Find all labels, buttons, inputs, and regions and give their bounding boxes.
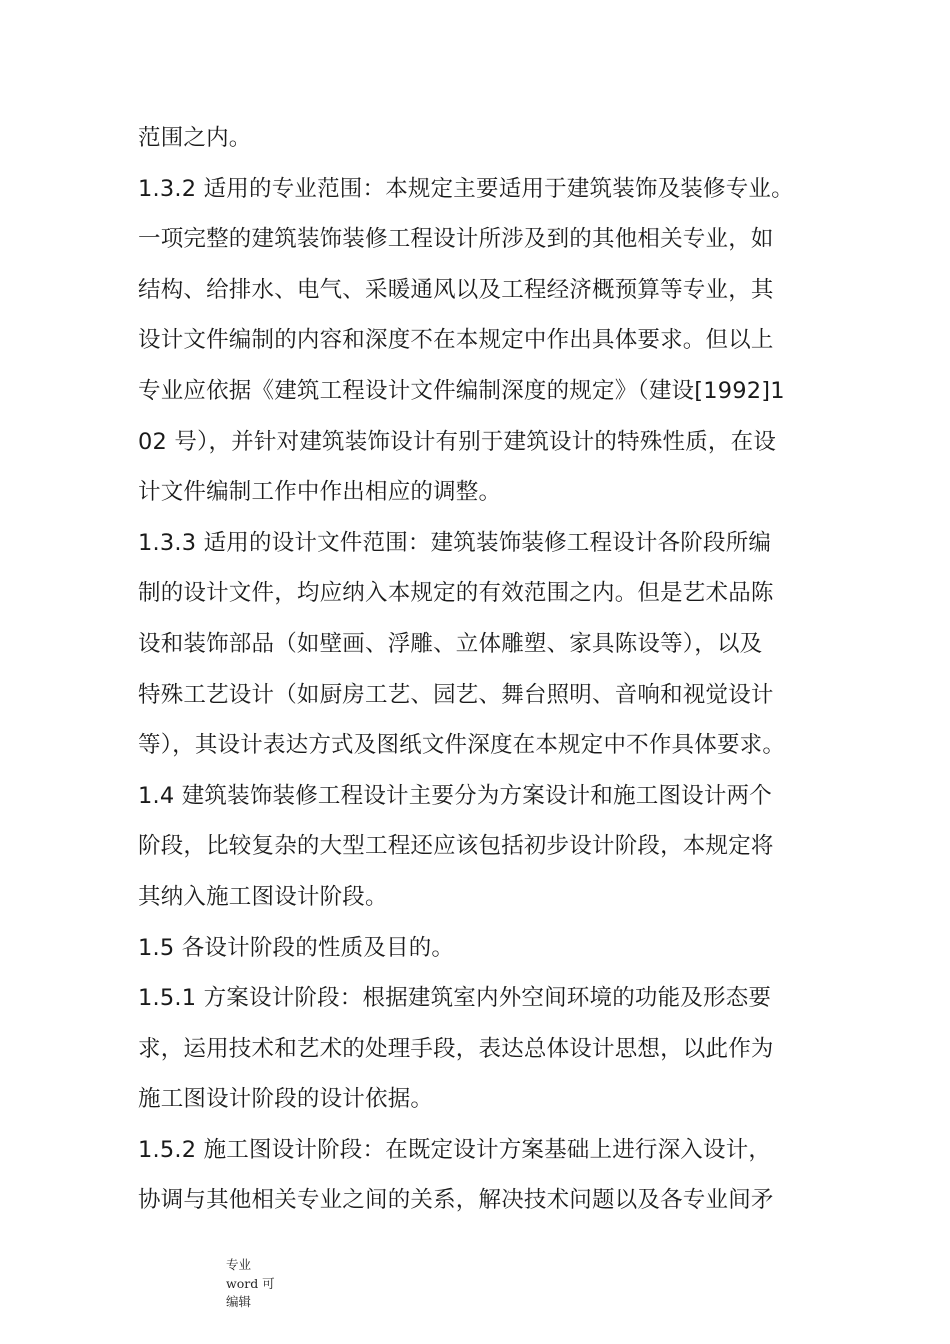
text-line: 其纳入施工图设计阶段。: [138, 883, 388, 910]
text-line: 1.5.1 方案设计阶段：根据建筑室内外空间环境的功能及形态要: [138, 985, 772, 1012]
text-line: 求，运用技术和艺术的处理手段，表达总体设计思想，以此作为: [138, 1035, 774, 1062]
text-line: 制的设计文件，均应纳入本规定的有效范围之内。但是艺术品陈: [138, 580, 774, 607]
text-line: 范围之内。: [138, 125, 252, 151]
footer-line: 编辑: [226, 1294, 252, 1309]
text-line: 1.4 建筑装饰装修工程设计主要分为方案设计和施工图设计两个: [138, 782, 772, 809]
text-line: 1.5.2 施工图设计阶段：在既定设计方案基础上进行深入设计，: [138, 1136, 772, 1163]
text-line: 专业应依据《建筑工程设计文件编制深度的规定》（建设[1992]1: [138, 377, 785, 404]
text-line: 1.3.2 适用的专业范围：本规定主要适用于建筑装饰及装修专业。: [138, 175, 794, 202]
text-line: 阶段，比较复杂的大型工程还应该包括初步设计阶段，本规定将: [138, 833, 774, 860]
footer-line: word 可: [226, 1275, 275, 1291]
text-line: 结构、给排水、电气、采暖通风以及工程经济概预算等专业，其: [138, 276, 774, 303]
footer-line: 专业: [226, 1257, 252, 1272]
text-line: 特殊工艺设计（如厨房工艺、园艺、舞台照明、音响和视觉设计: [138, 681, 774, 708]
text-line: 施工图设计阶段的设计依据。: [138, 1086, 434, 1113]
text-line: 1.3.3 适用的设计文件范围：建筑装饰装修工程设计各阶段所编: [138, 529, 772, 556]
text-line: 计文件编制工作中作出相应的调整。: [138, 479, 502, 506]
document-body: [138, 113, 838, 1226]
text-line: 02 号），并针对建筑装饰设计有别于建筑设计的特殊性质，在设: [138, 428, 777, 455]
footer-watermark-note: [226, 1256, 286, 1312]
text-line: 设计文件编制的内容和深度不在本规定中作出具体要求。但以上: [138, 327, 774, 354]
text-line: 等），其设计表达方式及图纸文件深度在本规定中不作具体要求。: [138, 732, 786, 759]
text-line: 1.5 各设计阶段的性质及目的。: [138, 934, 455, 961]
text-line: 一项完整的建筑装饰装修工程设计所涉及到的其他相关专业，如: [138, 226, 774, 253]
text-line: 设和装饰部品（如壁画、浮雕、立体雕塑、家具陈设等），以及: [138, 630, 763, 657]
text-line: 协调与其他相关专业之间的关系，解决技术问题以及各专业间矛: [138, 1187, 774, 1214]
